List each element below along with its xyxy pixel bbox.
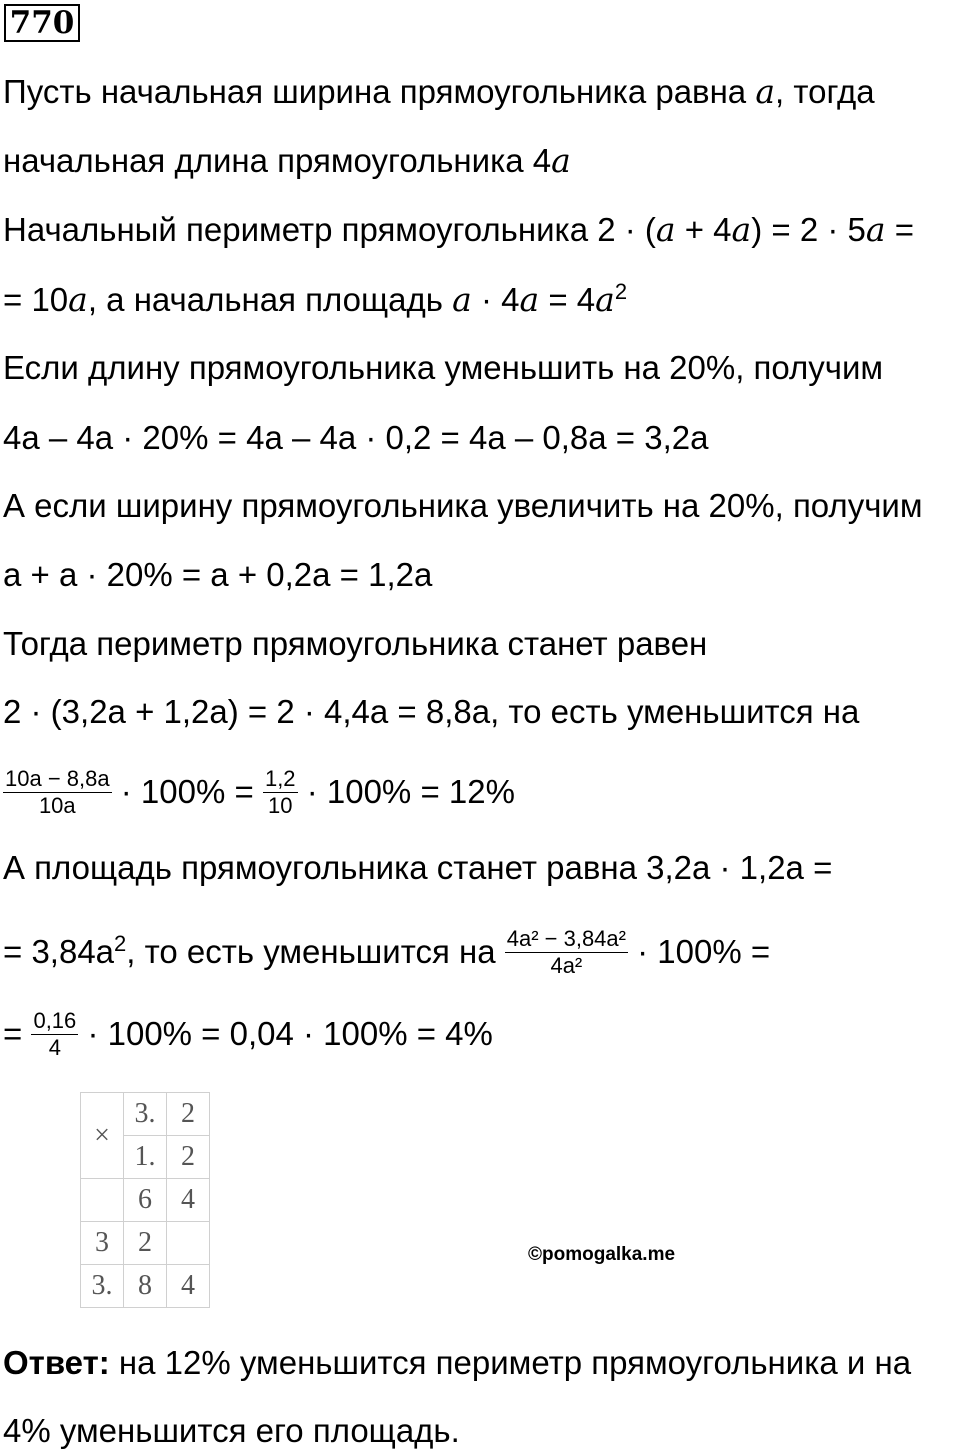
text-line-14: = $\frac{0,16}{4}$ · 100% = 0,04 · 100% = 4% (3, 1007, 493, 1060)
multiply-sign: × (81, 1093, 124, 1179)
fraction-area-simplified: $\frac{0,16}{4}$ (33, 1007, 77, 1060)
mult-cell: 2 (124, 1222, 167, 1265)
fraction-area: $\frac{\text{4a² − 3,84a²}}{\text{4a²}}$ (506, 925, 626, 978)
text-line-7: А если ширину прямоугольника увеличить на 20%, получим (3, 487, 923, 524)
text-line-9: Тогда периметр прямоугольника станет равен (3, 625, 708, 662)
answer-label: Ответ: (3, 1344, 110, 1381)
mult-cell: 4 (167, 1179, 210, 1222)
multiplication-table (80, 1092, 210, 1308)
text-line-10: 2 · (3,2a + 1,2a) = 2 · 4,4a = 8,8a, то есть уменьшится на (3, 693, 860, 730)
mult-cell: 3. (124, 1093, 167, 1136)
text-line-6: 4a – 4a · 20% = 4a – 4a · 0,2 = 4a – 0,8a = 3,2a (3, 419, 709, 456)
mult-cell: 4 (167, 1265, 210, 1308)
answer-line-1: Ответ: на 12% уменьшится периметр прямоугольника и на (3, 1344, 912, 1381)
mult-cell: 6 (124, 1179, 167, 1222)
mult-cell: 3. (81, 1265, 124, 1308)
text-line-1: Пусть начальная ширина прямоугольника равна a, тогда (3, 72, 875, 111)
mult-cell: 2 (167, 1093, 210, 1136)
text-line-2: начальная длина прямоугольника 4a (3, 141, 571, 180)
text-line-4: = 10a, а начальная площадь $a \cdot 4a = 4a^2$ (3, 279, 628, 319)
text-line-13: = $3,84a^2$, то есть уменьшится на $\frac{\text{4a² − 3,84a²}}{\text{4a²}}$ · 100% = (3, 925, 771, 978)
answer-line-2: 4% уменьшится его площадь. (3, 1412, 460, 1449)
mult-cell: 2 (167, 1136, 210, 1179)
watermark: ©pomogalka.me (528, 1244, 676, 1265)
text-line-8: a + a · 20% = a + 0,2a = 1,2a (3, 556, 433, 593)
mult-cell (81, 1179, 124, 1222)
fraction-perimeter: $\frac{10a - 8,8a}{10a}$ (5, 765, 110, 818)
problem-number: 770 (4, 4, 80, 42)
mult-cell: 3 (81, 1222, 124, 1265)
mult-cell: 8 (124, 1265, 167, 1308)
text-line-11: $\frac{10a - 8,8a}{10a}$ · 100% = $\frac{1,2}{10}$ · 100% = 12% (5, 765, 515, 818)
text-line-5: Если длину прямоугольника уменьшить на 20%, получим (3, 349, 884, 386)
text-line-3: Начальный периметр прямоугольника 2 · (a + 4a) = 2 · 5a = (3, 210, 915, 249)
mult-cell: 1. (124, 1136, 167, 1179)
mult-cell (167, 1222, 210, 1265)
fraction-perimeter-simplified: $\frac{1,2}{10}$ (264, 765, 296, 818)
text-line-12: А площадь прямоугольника станет равна 3,2a · 1,2a = (3, 849, 833, 886)
